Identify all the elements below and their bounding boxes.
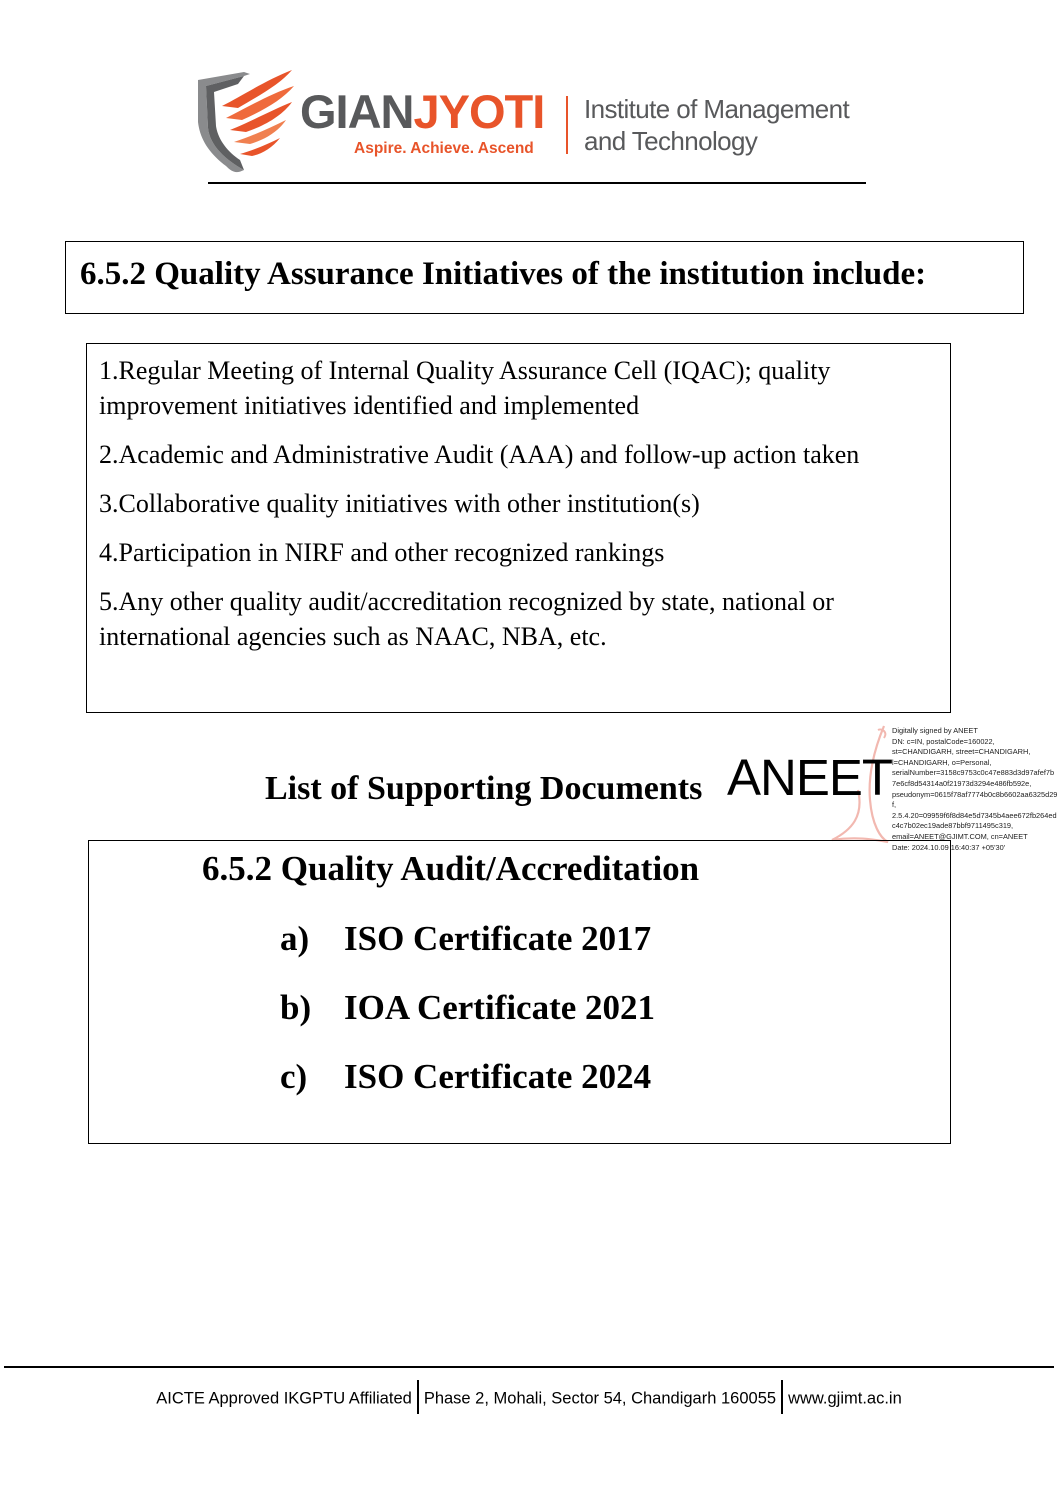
- document-label: ISO Certificate 2024: [344, 1057, 652, 1096]
- initiatives-list: [86, 343, 951, 713]
- section-heading: 6.5.2 Quality Assurance Initiatives of the institution include:: [80, 256, 927, 292]
- signature-detail-line: 2.5.4.20=09959f6f8d84e5d7345b4aee672fb264edc4c7b02ec19ade87bbf9711495c319,: [892, 810, 1057, 831]
- signature-detail-line: Digitally signed by ANEET: [892, 726, 978, 735]
- document-marker: b): [280, 988, 312, 1027]
- initiative-item: 1.Regular Meeting of Internal Quality Assurance Cell (IQAC); quality improvement initiatives identified and implemented: [99, 356, 831, 420]
- document-marker: c): [280, 1057, 308, 1096]
- footer-affiliation: AICTE Approved IKGPTU Affiliated: [156, 1389, 412, 1408]
- document-marker: a): [280, 919, 310, 958]
- brand-name-gian: GIAN: [300, 85, 414, 138]
- document-label: IOA Certificate 2021: [344, 988, 656, 1027]
- brand-name-jyoti: JYOTI: [413, 85, 545, 138]
- signature-detail-line: email=ANEET@GJIMT.COM, cn=ANEET: [892, 831, 1028, 841]
- document-item: [280, 919, 651, 959]
- brand-name: [300, 85, 545, 138]
- footer-separator: [781, 1380, 783, 1414]
- footer-website: www.gjimt.ac.in: [788, 1389, 902, 1408]
- initiative-item: 3.Collaborative quality initiatives with other institution(s): [99, 489, 700, 518]
- footer: [0, 1382, 1058, 1416]
- institute-name-line2: and Technology: [584, 126, 758, 156]
- institute-name-line1: Institute of Management: [584, 94, 850, 124]
- section-heading-box: [65, 241, 1024, 314]
- signature-detail-line: st=CHANDIGARH, street=CHANDIGARH,: [892, 747, 1031, 757]
- footer-address: Phase 2, Mohali, Sector 54, Chandigarh 160055: [423, 1389, 777, 1408]
- documents-box: [88, 840, 951, 1144]
- document-label: ISO Certificate 2017: [344, 919, 652, 958]
- signature-name: ANEET: [727, 749, 893, 806]
- signature-detail-line: l=CHANDIGARH, o=Personal,: [892, 757, 992, 767]
- initiative-item: 2.Academic and Administrative Audit (AAA) and follow-up action taken: [99, 440, 860, 469]
- signature-detail-line: pseudonym=0615f78af7774b0c8b6602aa6325d29f,: [892, 789, 1058, 810]
- document-item: [280, 1057, 651, 1097]
- shield-wings-icon: [192, 66, 298, 176]
- footer-rule: [4, 1366, 1054, 1368]
- signature-details: [892, 726, 1058, 853]
- brand-divider: [566, 96, 568, 154]
- brand-tagline: Aspire. Achieve. Ascend: [354, 140, 534, 157]
- header-rule: [208, 182, 866, 184]
- signature-detail-line: DN: c=IN, postalCode=160022,: [892, 736, 995, 746]
- initiative-item: 5.Any other quality audit/accreditation recognized by state, national or international agencies such as NAAC, NBA, etc.: [99, 587, 834, 651]
- signature-detail-line: serialNumber=3158c9753c0c47e883d3d97afef7b7e6cf8d54314a0f21973d3294e486fb592e,: [892, 768, 1055, 788]
- supporting-documents-title: List of Supporting Documents: [265, 770, 703, 807]
- footer-separator: [417, 1380, 419, 1414]
- documents-title: 6.5.2 Quality Audit/Accreditation: [202, 849, 700, 888]
- signature-detail-line: Date: 2024.10.09 16:40:37 +05'30': [892, 842, 1006, 852]
- document-item: [280, 988, 655, 1028]
- institute-name: [584, 93, 849, 157]
- initiative-item: 4.Participation in NIRF and other recognized rankings: [99, 538, 665, 567]
